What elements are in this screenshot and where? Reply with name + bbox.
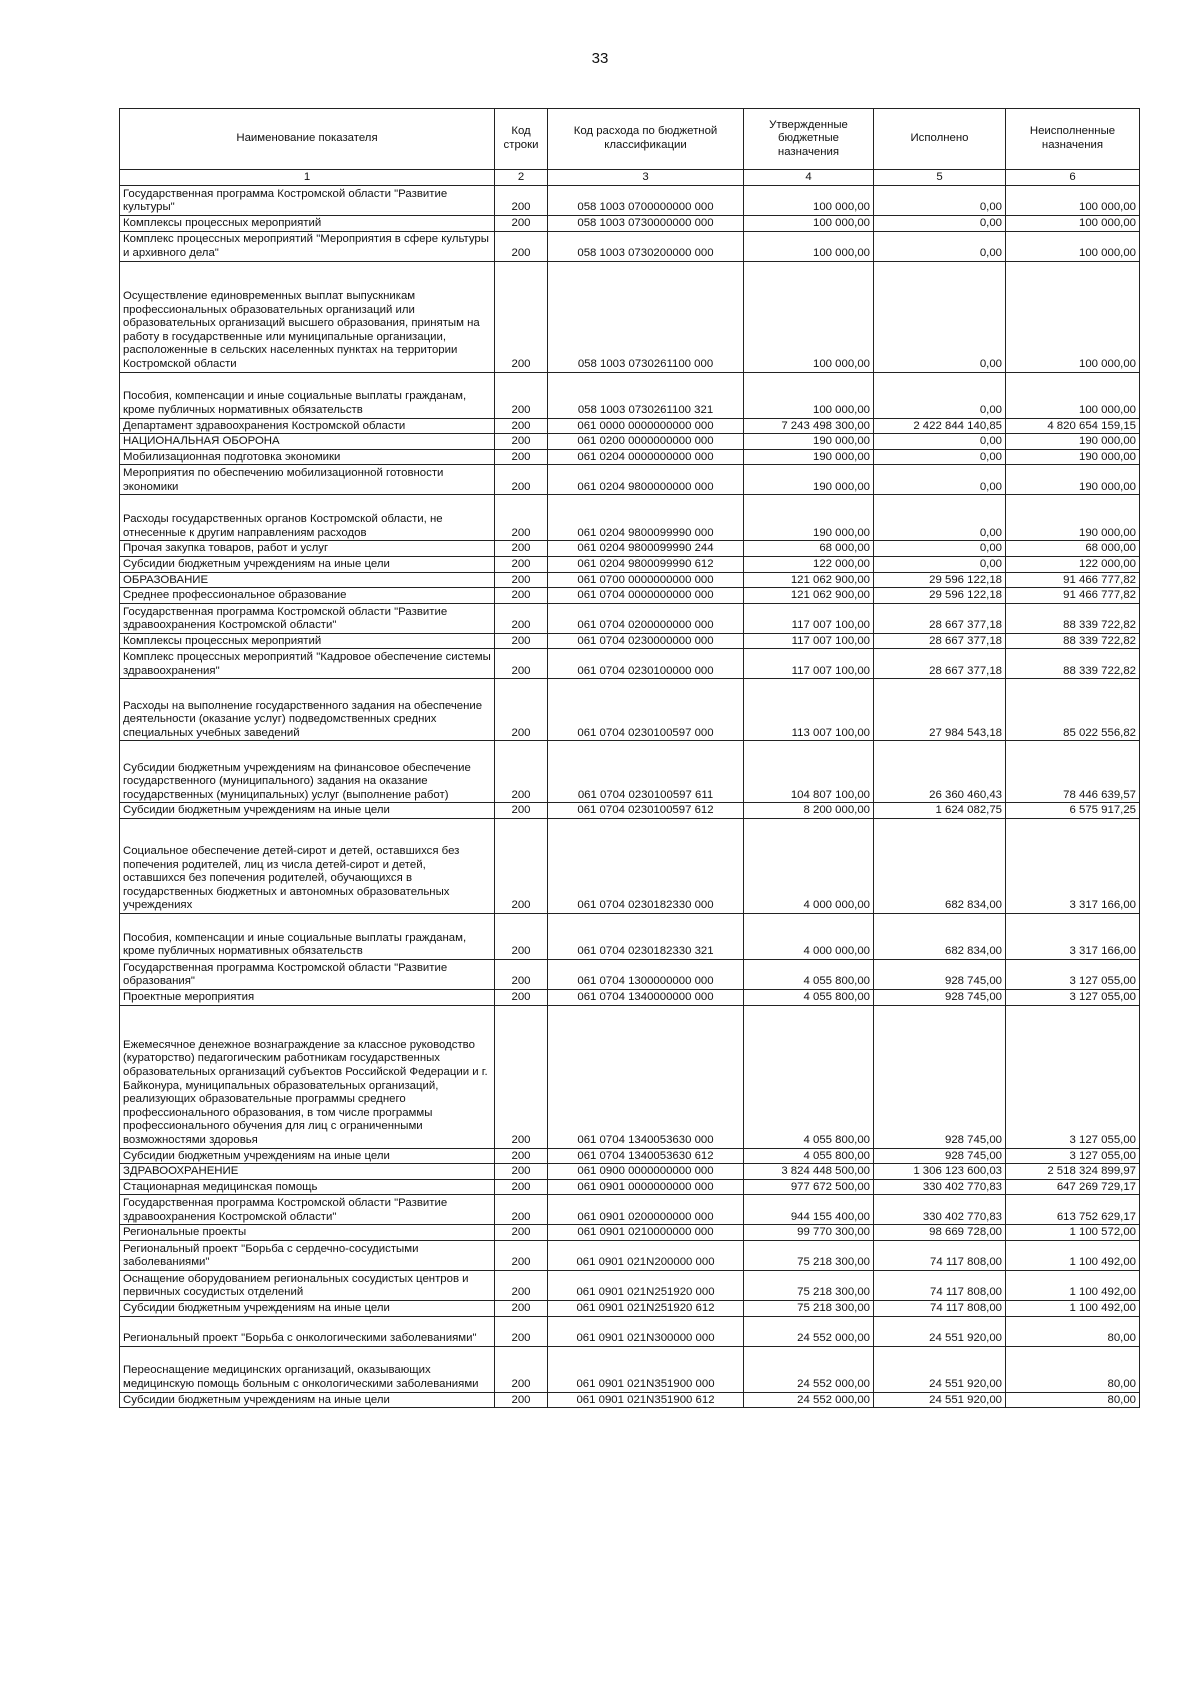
indicator-name-cell: Социальное обеспечение детей-сирот и детей, оставшихся без попечения родителей, лиц из числа детей-сирот и детей, оставшихся без попечения родителей, обучающихся в государственных бюджетных и автономных образовательных учреждениях [120,818,495,913]
approved-cell: 8 200 000,00 [744,803,874,819]
budget-code-cell: 061 0704 0230100597 611 [548,741,744,803]
approved-cell: 944 155 400,00 [744,1195,874,1225]
budget-code-cell: 061 0901 021N351900 000 [548,1346,744,1392]
row-code-cell: 200 [495,1316,548,1346]
approved-cell: 24 552 000,00 [744,1392,874,1408]
row-code-cell: 200 [495,1148,548,1164]
remaining-cell: 91 466 777,82 [1006,572,1140,588]
remaining-cell: 3 127 055,00 [1006,989,1140,1005]
row-code-cell: 200 [495,603,548,633]
table-row [120,261,1140,372]
executed-cell: 0,00 [874,434,1006,450]
executed-cell: 74 117 808,00 [874,1240,1006,1270]
indicator-name-cell: Комплекс процессных мероприятий "Мероприятия в сфере культуры и архивного дела" [120,231,495,261]
approved-cell: 121 062 900,00 [744,588,874,604]
budget-code-cell: 061 0700 0000000000 000 [548,572,744,588]
budget-code-cell: 061 0204 9800099990 612 [548,556,744,572]
approved-cell: 75 218 300,00 [744,1240,874,1270]
row-code-cell: 200 [495,679,548,741]
approved-cell: 190 000,00 [744,465,874,495]
table-row [120,633,1140,649]
page-number: 33 [591,50,609,67]
table-row [120,803,1140,819]
budget-code-cell: 061 0704 0000000000 000 [548,588,744,604]
row-code-cell: 200 [495,1225,548,1241]
table-row [120,649,1140,679]
indicator-name-cell: Пособия, компенсации и иные социальные выплаты гражданам, кроме публичных нормативных обязательств [120,372,495,418]
executed-cell: 0,00 [874,372,1006,418]
approved-cell: 104 807 100,00 [744,741,874,803]
indicator-name-cell: ОБРАЗОВАНИЕ [120,572,495,588]
remaining-cell: 190 000,00 [1006,495,1140,541]
row-code-cell: 200 [495,495,548,541]
remaining-cell: 647 269 729,17 [1006,1179,1140,1195]
table-row [120,1195,1140,1225]
table-row [120,556,1140,572]
header-budget-code: Код расхода по бюджетной классификации [548,109,744,170]
approved-cell: 4 055 800,00 [744,989,874,1005]
budget-code-cell: 061 0204 9800099990 000 [548,495,744,541]
header-row-code: Код строки [495,109,548,170]
column-number: 5 [874,170,1006,186]
budget-code-cell: 061 0200 0000000000 000 [548,434,744,450]
budget-code-cell: 061 0901 0000000000 000 [548,1179,744,1195]
remaining-cell: 6 575 917,25 [1006,803,1140,819]
remaining-cell: 2 518 324 899,97 [1006,1164,1140,1180]
row-code-cell: 200 [495,449,548,465]
row-code-cell: 200 [495,1270,548,1300]
indicator-name-cell: Субсидии бюджетным учреждениям на иные цели [120,1148,495,1164]
row-code-cell: 200 [495,959,548,989]
approved-cell: 24 552 000,00 [744,1346,874,1392]
remaining-cell: 3 127 055,00 [1006,959,1140,989]
executed-cell: 0,00 [874,556,1006,572]
budget-code-cell: 061 0204 9800000000 000 [548,465,744,495]
remaining-cell: 78 446 639,57 [1006,741,1140,803]
approved-cell: 117 007 100,00 [744,649,874,679]
table-row [120,541,1140,557]
table-row [120,1225,1140,1241]
header-approved: Утвержденные бюджетные назначения [744,109,874,170]
remaining-cell: 190 000,00 [1006,434,1140,450]
row-code-cell: 200 [495,1164,548,1180]
budget-code-cell: 061 0000 0000000000 000 [548,418,744,434]
table-row [120,959,1140,989]
row-code-cell: 200 [495,588,548,604]
approved-cell: 75 218 300,00 [744,1300,874,1316]
indicator-name-cell: Ежемесячное денежное вознаграждение за классное руководство (кураторство) педагогическим работникам государственных образовательных организаций субъектов Российской Федерации и г. Байконура, муниципальных образовательных организаций, реализующих образовательные программы среднего профессионального образования, в том числе программы профессионального обучения для лиц с ограниченными возможностями здоровья [120,1005,495,1148]
column-number: 3 [548,170,744,186]
table-row [120,216,1140,232]
executed-cell: 2 422 844 140,85 [874,418,1006,434]
indicator-name-cell: Осуществление единовременных выплат выпускникам профессиональных образовательных организаций или образовательных организаций высшего образования, принятым на работу в государственные или муниципальные организации, расположенные в сельских населенных пунктах на территории Костромской области [120,261,495,372]
table-row [120,1300,1140,1316]
budget-code-cell: 061 0704 1340053630 000 [548,1005,744,1148]
indicator-name-cell: Проектные мероприятия [120,989,495,1005]
budget-code-cell: 061 0900 0000000000 000 [548,1164,744,1180]
approved-cell: 4 055 800,00 [744,1148,874,1164]
approved-cell: 977 672 500,00 [744,1179,874,1195]
remaining-cell: 190 000,00 [1006,465,1140,495]
table-row [120,449,1140,465]
executed-cell: 98 669 728,00 [874,1225,1006,1241]
budget-code-cell: 058 1003 0730261100 000 [548,261,744,372]
budget-code-cell: 061 0704 0230182330 321 [548,913,744,959]
executed-cell: 1 624 082,75 [874,803,1006,819]
approved-cell: 100 000,00 [744,372,874,418]
indicator-name-cell: Субсидии бюджетным учреждениям на иные цели [120,556,495,572]
budget-code-cell: 061 0704 1340000000 000 [548,989,744,1005]
approved-cell: 117 007 100,00 [744,633,874,649]
table-row [120,418,1140,434]
approved-cell: 100 000,00 [744,186,874,216]
column-number: 2 [495,170,548,186]
row-code-cell: 200 [495,572,548,588]
table-row [120,1240,1140,1270]
indicator-name-cell: Региональный проект "Борьба с онкологическими заболеваниями" [120,1316,495,1346]
approved-cell: 4 000 000,00 [744,913,874,959]
remaining-cell: 3 317 166,00 [1006,818,1140,913]
remaining-cell: 100 000,00 [1006,216,1140,232]
remaining-cell: 91 466 777,82 [1006,588,1140,604]
row-code-cell: 200 [495,818,548,913]
remaining-cell: 3 127 055,00 [1006,1148,1140,1164]
header-indicator-name: Наименование показателя [120,109,495,170]
row-code-cell: 200 [495,1300,548,1316]
executed-cell: 0,00 [874,541,1006,557]
approved-cell: 190 000,00 [744,434,874,450]
table-row [120,679,1140,741]
row-code-cell: 200 [495,1346,548,1392]
indicator-name-cell: НАЦИОНАЛЬНАЯ ОБОРОНА [120,434,495,450]
row-code-cell: 200 [495,186,548,216]
approved-cell: 117 007 100,00 [744,603,874,633]
remaining-cell: 4 820 654 159,15 [1006,418,1140,434]
executed-cell: 682 834,00 [874,913,1006,959]
table-body [120,186,1140,1408]
budget-execution-table [119,108,1140,1408]
table-row [120,372,1140,418]
table-row [120,465,1140,495]
column-number: 6 [1006,170,1140,186]
row-code-cell: 200 [495,541,548,557]
indicator-name-cell: ЗДРАВООХРАНЕНИЕ [120,1164,495,1180]
approved-cell: 190 000,00 [744,449,874,465]
header-row [120,109,1140,170]
executed-cell: 28 667 377,18 [874,603,1006,633]
budget-code-cell: 061 0901 0200000000 000 [548,1195,744,1225]
approved-cell: 3 824 448 500,00 [744,1164,874,1180]
table-row [120,434,1140,450]
table-row [120,1392,1140,1408]
executed-cell: 24 551 920,00 [874,1392,1006,1408]
indicator-name-cell: Прочая закупка товаров, работ и услуг [120,541,495,557]
remaining-cell: 1 100 492,00 [1006,1240,1140,1270]
row-code-cell: 200 [495,261,548,372]
executed-cell: 26 360 460,43 [874,741,1006,803]
indicator-name-cell: Государственная программа Костромской области "Развитие здравоохранения Костромской области" [120,1195,495,1225]
executed-cell: 0,00 [874,216,1006,232]
table-row [120,495,1140,541]
row-code-cell: 200 [495,803,548,819]
row-code-cell: 200 [495,434,548,450]
header-remaining: Неисполненные назначения [1006,109,1140,170]
remaining-cell: 88 339 722,82 [1006,603,1140,633]
remaining-cell: 80,00 [1006,1346,1140,1392]
table-row [120,818,1140,913]
executed-cell: 29 596 122,18 [874,588,1006,604]
approved-cell: 4 055 800,00 [744,959,874,989]
indicator-name-cell: Субсидии бюджетным учреждениям на финансовое обеспечение государственного (муниципального) задания на оказание государственных (муниципальных) услуг (выполнение работ) [120,741,495,803]
row-code-cell: 200 [495,556,548,572]
table-row [120,572,1140,588]
row-code-cell: 200 [495,418,548,434]
row-code-cell: 200 [495,1195,548,1225]
budget-code-cell: 061 0704 0200000000 000 [548,603,744,633]
row-code-cell: 200 [495,1005,548,1148]
approved-cell: 4 000 000,00 [744,818,874,913]
column-number: 1 [120,170,495,186]
executed-cell: 0,00 [874,186,1006,216]
budget-code-cell: 061 0704 1300000000 000 [548,959,744,989]
executed-cell: 74 117 808,00 [874,1300,1006,1316]
budget-code-cell: 058 1003 0730261100 321 [548,372,744,418]
indicator-name-cell: Государственная программа Костромской области "Развитие здравоохранения Костромской области" [120,603,495,633]
executed-cell: 74 117 808,00 [874,1270,1006,1300]
budget-code-cell: 058 1003 0730000000 000 [548,216,744,232]
budget-code-cell: 061 0901 021N251920 612 [548,1300,744,1316]
column-number-row [120,170,1140,186]
indicator-name-cell: Среднее профессиональное образование [120,588,495,604]
indicator-name-cell: Переоснащение медицинских организаций, оказывающих медицинскую помощь больным с онкологическими заболеваниями [120,1346,495,1392]
table-row [120,1270,1140,1300]
remaining-cell: 3 127 055,00 [1006,1005,1140,1148]
approved-cell: 4 055 800,00 [744,1005,874,1148]
row-code-cell: 200 [495,1392,548,1408]
executed-cell: 1 306 123 600,03 [874,1164,1006,1180]
executed-cell: 24 551 920,00 [874,1346,1006,1392]
budget-code-cell: 061 0901 021N351900 612 [548,1392,744,1408]
remaining-cell: 613 752 629,17 [1006,1195,1140,1225]
remaining-cell: 80,00 [1006,1316,1140,1346]
table-row [120,1005,1140,1148]
approved-cell: 113 007 100,00 [744,679,874,741]
indicator-name-cell: Комплексы процессных мероприятий [120,633,495,649]
executed-cell: 330 402 770,83 [874,1179,1006,1195]
table-row [120,1164,1140,1180]
indicator-name-cell: Государственная программа Костромской области "Развитие образования" [120,959,495,989]
table-row [120,186,1140,216]
header-executed: Исполнено [874,109,1006,170]
remaining-cell: 3 317 166,00 [1006,913,1140,959]
executed-cell: 29 596 122,18 [874,572,1006,588]
approved-cell: 190 000,00 [744,495,874,541]
table-row [120,1179,1140,1195]
executed-cell: 0,00 [874,231,1006,261]
remaining-cell: 1 100 492,00 [1006,1270,1140,1300]
remaining-cell: 68 000,00 [1006,541,1140,557]
indicator-name-cell: Комплексы процессных мероприятий [120,216,495,232]
budget-code-cell: 061 0704 0230182330 000 [548,818,744,913]
row-code-cell: 200 [495,741,548,803]
row-code-cell: 200 [495,216,548,232]
indicator-name-cell: Департамент здравоохранения Костромской области [120,418,495,434]
budget-code-cell: 061 0901 021N300000 000 [548,1316,744,1346]
budget-code-cell: 061 0204 9800099990 244 [548,541,744,557]
approved-cell: 122 000,00 [744,556,874,572]
row-code-cell: 200 [495,649,548,679]
indicator-name-cell: Субсидии бюджетным учреждениям на иные цели [120,803,495,819]
indicator-name-cell: Субсидии бюджетным учреждениям на иные цели [120,1392,495,1408]
row-code-cell: 200 [495,231,548,261]
table-row [120,1148,1140,1164]
executed-cell: 28 667 377,18 [874,649,1006,679]
approved-cell: 100 000,00 [744,231,874,261]
approved-cell: 75 218 300,00 [744,1270,874,1300]
indicator-name-cell: Региональные проекты [120,1225,495,1241]
remaining-cell: 1 100 492,00 [1006,1300,1140,1316]
approved-cell: 7 243 498 300,00 [744,418,874,434]
remaining-cell: 100 000,00 [1006,261,1140,372]
budget-code-cell: 061 0901 0210000000 000 [548,1225,744,1241]
approved-cell: 99 770 300,00 [744,1225,874,1241]
budget-code-cell: 061 0704 0230100597 612 [548,803,744,819]
remaining-cell: 100 000,00 [1006,372,1140,418]
approved-cell: 100 000,00 [744,216,874,232]
remaining-cell: 88 339 722,82 [1006,633,1140,649]
row-code-cell: 200 [495,1179,548,1195]
remaining-cell: 85 022 556,82 [1006,679,1140,741]
indicator-name-cell: Комплекс процессных мероприятий "Кадровое обеспечение системы здравоохранения" [120,649,495,679]
approved-cell: 121 062 900,00 [744,572,874,588]
budget-code-cell: 061 0704 0230100000 000 [548,649,744,679]
row-code-cell: 200 [495,913,548,959]
row-code-cell: 200 [495,633,548,649]
row-code-cell: 200 [495,465,548,495]
table-row [120,989,1140,1005]
executed-cell: 928 745,00 [874,1005,1006,1148]
row-code-cell: 200 [495,989,548,1005]
executed-cell: 330 402 770,83 [874,1195,1006,1225]
column-number: 4 [744,170,874,186]
executed-cell: 682 834,00 [874,818,1006,913]
indicator-name-cell: Оснащение оборудованием региональных сосудистых центров и первичных сосудистых отделений [120,1270,495,1300]
indicator-name-cell: Мероприятия по обеспечению мобилизационной готовности экономики [120,465,495,495]
indicator-name-cell: Мобилизационная подготовка экономики [120,449,495,465]
indicator-name-cell: Пособия, компенсации и иные социальные выплаты гражданам, кроме публичных нормативных обязательств [120,913,495,959]
budget-code-cell: 058 1003 0730200000 000 [548,231,744,261]
remaining-cell: 100 000,00 [1006,231,1140,261]
table-row [120,603,1140,633]
indicator-name-cell: Стационарная медицинская помощь [120,1179,495,1195]
indicator-name-cell: Расходы государственных органов Костромской области, не отнесенные к другим направлениям расходов [120,495,495,541]
executed-cell: 0,00 [874,465,1006,495]
approved-cell: 100 000,00 [744,261,874,372]
table-row [120,231,1140,261]
budget-code-cell: 058 1003 0700000000 000 [548,186,744,216]
approved-cell: 24 552 000,00 [744,1316,874,1346]
executed-cell: 928 745,00 [874,1148,1006,1164]
table-row [120,1346,1140,1392]
budget-code-cell: 061 0704 0230000000 000 [548,633,744,649]
table-row [120,1316,1140,1346]
table-row [120,913,1140,959]
executed-cell: 0,00 [874,261,1006,372]
indicator-name-cell: Региональный проект "Борьба с сердечно-сосудистыми заболеваниями" [120,1240,495,1270]
executed-cell: 928 745,00 [874,959,1006,989]
remaining-cell: 1 100 572,00 [1006,1225,1140,1241]
budget-code-cell: 061 0704 1340053630 612 [548,1148,744,1164]
remaining-cell: 122 000,00 [1006,556,1140,572]
executed-cell: 28 667 377,18 [874,633,1006,649]
row-code-cell: 200 [495,1240,548,1270]
remaining-cell: 190 000,00 [1006,449,1140,465]
executed-cell: 0,00 [874,449,1006,465]
executed-cell: 27 984 543,18 [874,679,1006,741]
executed-cell: 24 551 920,00 [874,1316,1006,1346]
remaining-cell: 88 339 722,82 [1006,649,1140,679]
budget-code-cell: 061 0704 0230100597 000 [548,679,744,741]
indicator-name-cell: Государственная программа Костромской области "Развитие культуры" [120,186,495,216]
row-code-cell: 200 [495,372,548,418]
budget-code-cell: 061 0901 021N251920 000 [548,1270,744,1300]
indicator-name-cell: Расходы на выполнение государственного задания на обеспечение деятельности (оказание услуг) подведомственных средних специальных учебных заведений [120,679,495,741]
remaining-cell: 80,00 [1006,1392,1140,1408]
remaining-cell: 100 000,00 [1006,186,1140,216]
executed-cell: 0,00 [874,495,1006,541]
indicator-name-cell: Субсидии бюджетным учреждениям на иные цели [120,1300,495,1316]
table-row [120,741,1140,803]
budget-code-cell: 061 0901 021N200000 000 [548,1240,744,1270]
approved-cell: 68 000,00 [744,541,874,557]
executed-cell: 928 745,00 [874,989,1006,1005]
budget-code-cell: 061 0204 0000000000 000 [548,449,744,465]
table-row [120,588,1140,604]
